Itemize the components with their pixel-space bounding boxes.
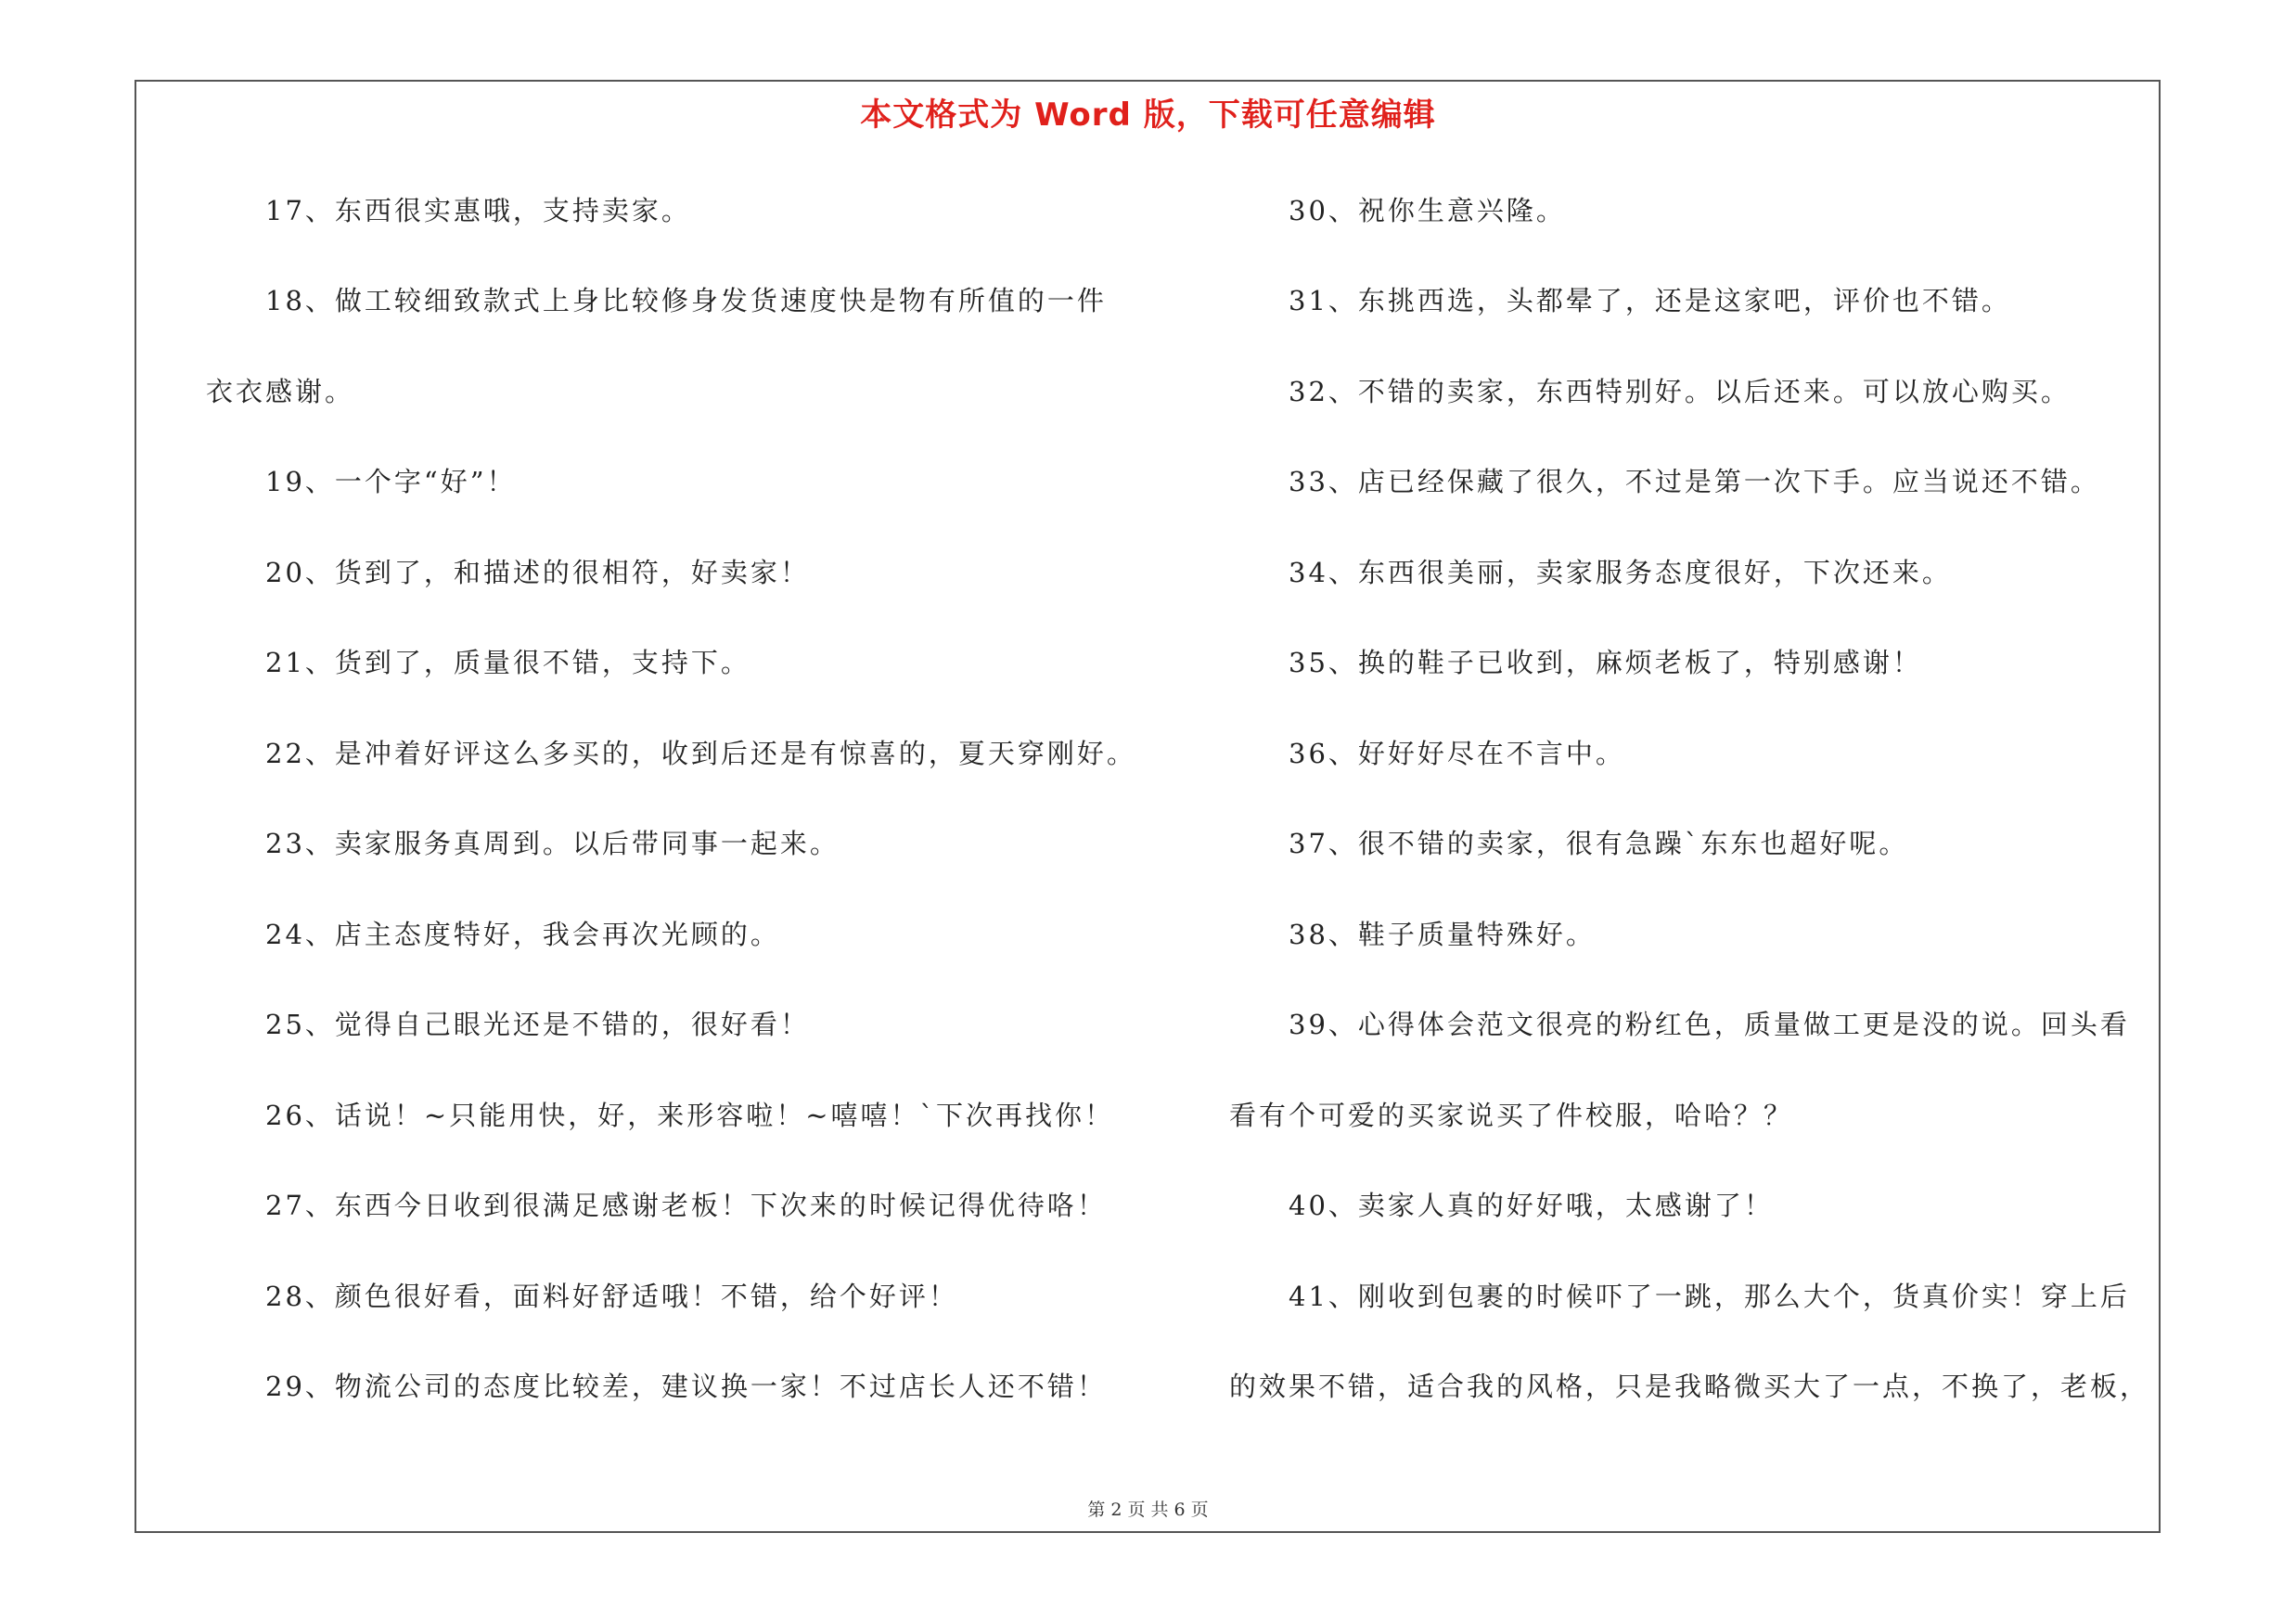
text-line: 22、是冲着好评这么多买的，收到后还是有惊喜的，夏天穿刚好。 [265, 738, 1136, 769]
right-column [1229, 0, 2157, 1623]
page-footer: 第 2 页 共 6 页 [1087, 1500, 1209, 1520]
header-banner: 本文格式为 Word 版，下载可任意编辑 [860, 97, 1436, 134]
text-line: 27、东西今日收到很满足感谢老板！下次来的时候记得优待咯！ [265, 1190, 1107, 1221]
text-line: 20、货到了，和描述的很相符，好卖家！ [265, 557, 810, 588]
text-line: 30、祝你生意兴隆。 [1289, 195, 1566, 226]
text-line: 33、店已经保藏了很久，不过是第一次下手。应当说还不错。 [1289, 466, 2100, 497]
text-line: 18、做工较细致款式上身比较修身发货速度快是物有所值的一件 [265, 285, 1107, 316]
text-line: 24、店主态度特好，我会再次光顾的。 [265, 919, 780, 950]
text-line: 25、觉得自己眼光还是不错的，很好看！ [265, 1009, 810, 1040]
text-line: 21、货到了，质量很不错，支持下。 [265, 647, 750, 678]
text-line: 28、颜色很好看，面料好舒适哦！不错，给个好评！ [265, 1281, 958, 1312]
text-line: 23、卖家服务真周到。以后带同事一起来。 [265, 828, 840, 859]
left-column [206, 0, 1152, 1623]
text-line: 29、物流公司的态度比较差，建议换一家！不过店长人还不错！ [265, 1371, 1107, 1402]
text-line: 17、东西很实惠哦，支持卖家。 [265, 195, 691, 226]
text-line: 的效果不错，适合我的风格，只是我略微买大了一点，不换了，老板， [1229, 1371, 2150, 1402]
text-line: 26、话说！~只能用快，好，来形容啦！~嘻嘻！`下次再找你！ [265, 1100, 1115, 1131]
text-line: 39、心得体会范文很亮的粉红色，质量做工更是没的说。回头看 [1289, 1009, 2130, 1040]
text-line: 38、鞋子质量特殊好。 [1289, 919, 1596, 950]
text-line: 32、不错的卖家，东西特别好。以后还来。可以放心购买。 [1289, 376, 2071, 407]
text-line: 31、东挑西选，头都晕了，还是这家吧，评价也不错。 [1289, 285, 2011, 316]
text-line: 衣衣感谢。 [206, 376, 355, 407]
text-line: 37、很不错的卖家，很有急躁`东东也超好呢。 [1289, 828, 1909, 859]
text-line: 41、刚收到包裹的时候吓了一跳，那么大个，货真价实！穿上后 [1289, 1281, 2130, 1312]
text-line: 36、好好好尽在不言中。 [1289, 738, 1625, 769]
text-line: 35、换的鞋子已收到，麻烦老板了，特别感谢！ [1289, 647, 1922, 678]
text-line: 19、一个字“好”！ [265, 466, 517, 497]
text-line: 看有个可爱的买家说买了件校服，哈哈？？ [1229, 1100, 1794, 1131]
text-line: 34、东西很美丽，卖家服务态度很好，下次还来。 [1289, 557, 1952, 588]
text-line: 40、卖家人真的好好哦，太感谢了！ [1289, 1190, 1774, 1221]
